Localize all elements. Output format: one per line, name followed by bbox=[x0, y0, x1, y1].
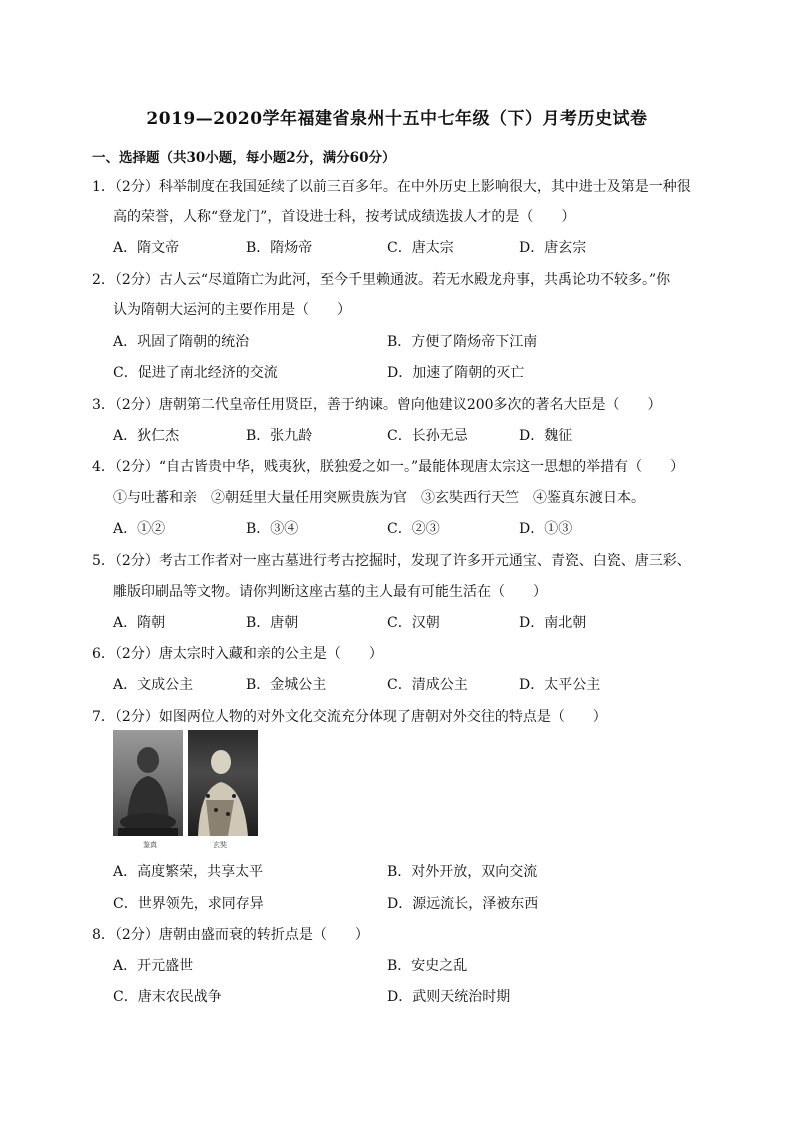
question-1-option-a[interactable]: A．隋文帝 bbox=[113, 240, 180, 256]
xuanzang-portrait-image bbox=[188, 730, 258, 836]
question-6-option-b[interactable]: B．金城公主 bbox=[246, 677, 327, 693]
question-2-line-2: 认为隋朝大运河的主要作用是（ ） bbox=[113, 302, 351, 318]
question-7-option-d[interactable]: D．源远流长，泽被东西 bbox=[387, 896, 539, 912]
question-6-option-c[interactable]: C．清成公主 bbox=[387, 677, 468, 693]
question-4-option-b[interactable]: B．③④ bbox=[246, 521, 299, 537]
question-2-option-c[interactable]: C．促进了南北经济的交流 bbox=[113, 365, 278, 381]
question-6-line-1: 6．（2分）唐太宗时入藏和亲的公主是（ ） bbox=[92, 646, 383, 662]
question-7-figure bbox=[113, 730, 258, 850]
question-5-line-1: 5．（2分）考古工作者对一座古墓进行考古挖掘时，发现了许多开元通宝、青瓷、白瓷、唐三彩、 bbox=[92, 553, 691, 569]
question-3-option-c[interactable]: C．长孙无忌 bbox=[387, 428, 468, 444]
question-3-line-1: 3．（2分）唐朝第二代皇帝任用贤臣，善于纳谏。曾向他建议200多次的著名大臣是（ ） bbox=[92, 397, 662, 413]
question-3-option-b[interactable]: B．张九龄 bbox=[246, 428, 313, 444]
question-4-line-1: 4．（2分）“自古皆贵中华，贱夷狄，朕独爱之如一。”最能体现唐太宗这一思想的举措有（ ） bbox=[92, 459, 685, 475]
figure-caption-jianzhen: 鉴真 bbox=[143, 841, 157, 849]
question-7-option-b[interactable]: B．对外开放，双向交流 bbox=[387, 864, 538, 880]
question-8-option-b[interactable]: B．安史之乱 bbox=[387, 958, 468, 974]
question-3-option-d[interactable]: D．魏征 bbox=[519, 428, 573, 444]
xuanzang-figure-graphic bbox=[188, 730, 258, 836]
jianzhen-statue-graphic bbox=[113, 730, 183, 836]
question-2-option-d[interactable]: D．加速了隋朝的灭亡 bbox=[387, 365, 525, 381]
question-8-option-a[interactable]: A．开元盛世 bbox=[113, 958, 194, 974]
question-1-line-2: 高的荣誉，人称“登龙门”，首设进士科，按考试成绩选拔人才的是（ ） bbox=[113, 209, 576, 225]
question-5-option-a[interactable]: A．隋朝 bbox=[113, 615, 166, 631]
question-4-option-d[interactable]: D．①③ bbox=[519, 521, 573, 537]
question-8-line-1: 8．（2分）唐朝由盛而衰的转折点是（ ） bbox=[92, 927, 369, 943]
question-1-option-b[interactable]: B．隋炀帝 bbox=[246, 240, 313, 256]
question-8-option-d[interactable]: D．武则天统治时期 bbox=[387, 989, 511, 1005]
jianzhen-portrait-image bbox=[113, 730, 183, 836]
page-title: 2019—2020学年福建省泉州十五中七年级（下）月考历史试卷 bbox=[146, 109, 648, 129]
question-7-line-1: 7．（2分）如图两位人物的对外文化交流充分体现了唐朝对外交往的特点是（ ） bbox=[92, 709, 607, 725]
figure-caption-xuanzang: 玄奘 bbox=[213, 841, 227, 849]
question-1-option-d[interactable]: D．唐玄宗 bbox=[519, 240, 587, 256]
question-7-option-a[interactable]: A．高度繁荣，共享太平 bbox=[113, 864, 264, 880]
question-6-option-a[interactable]: A．文成公主 bbox=[113, 677, 194, 693]
question-4-line-2: ①与吐蕃和亲 ②朝廷里大量任用突厥贵族为官 ③玄奘西行天竺 ④鉴真东渡日本。 bbox=[113, 490, 645, 506]
question-1-line-1: 1．（2分）科举制度在我国延续了以前三百多年。在中外历史上影响很大，其中进士及第是一种很 bbox=[92, 179, 691, 195]
question-3-option-a[interactable]: A．狄仁杰 bbox=[113, 428, 180, 444]
question-5-line-2: 雕版印刷品等文物。请你判断这座古墓的主人最有可能生活在（ ） bbox=[113, 584, 547, 600]
question-5-option-c[interactable]: C．汉朝 bbox=[387, 615, 440, 631]
question-2-option-b[interactable]: B．方便了隋炀帝下江南 bbox=[387, 334, 538, 350]
question-2-line-1: 2．（2分）古人云“尽道隋亡为此河，至今千里赖通波。若无水殿龙舟事，共禹论功不较多。”你 bbox=[92, 272, 671, 288]
question-1-option-c[interactable]: C．唐太宗 bbox=[387, 240, 454, 256]
question-6-option-d[interactable]: D．太平公主 bbox=[519, 677, 601, 693]
question-4-option-a[interactable]: A．①② bbox=[113, 521, 166, 537]
question-4-option-c[interactable]: C．②③ bbox=[387, 521, 440, 537]
question-2-option-a[interactable]: A．巩固了隋朝的统治 bbox=[113, 334, 250, 350]
question-5-option-d[interactable]: D．南北朝 bbox=[519, 615, 587, 631]
section-heading: 一、选择题（共30小题，每小题2分，满分60分） bbox=[92, 150, 396, 166]
question-5-option-b[interactable]: B．唐朝 bbox=[246, 615, 299, 631]
question-8-option-c[interactable]: C．唐末农民战争 bbox=[113, 989, 222, 1005]
question-7-option-c[interactable]: C．世界领先，求同存异 bbox=[113, 896, 264, 912]
